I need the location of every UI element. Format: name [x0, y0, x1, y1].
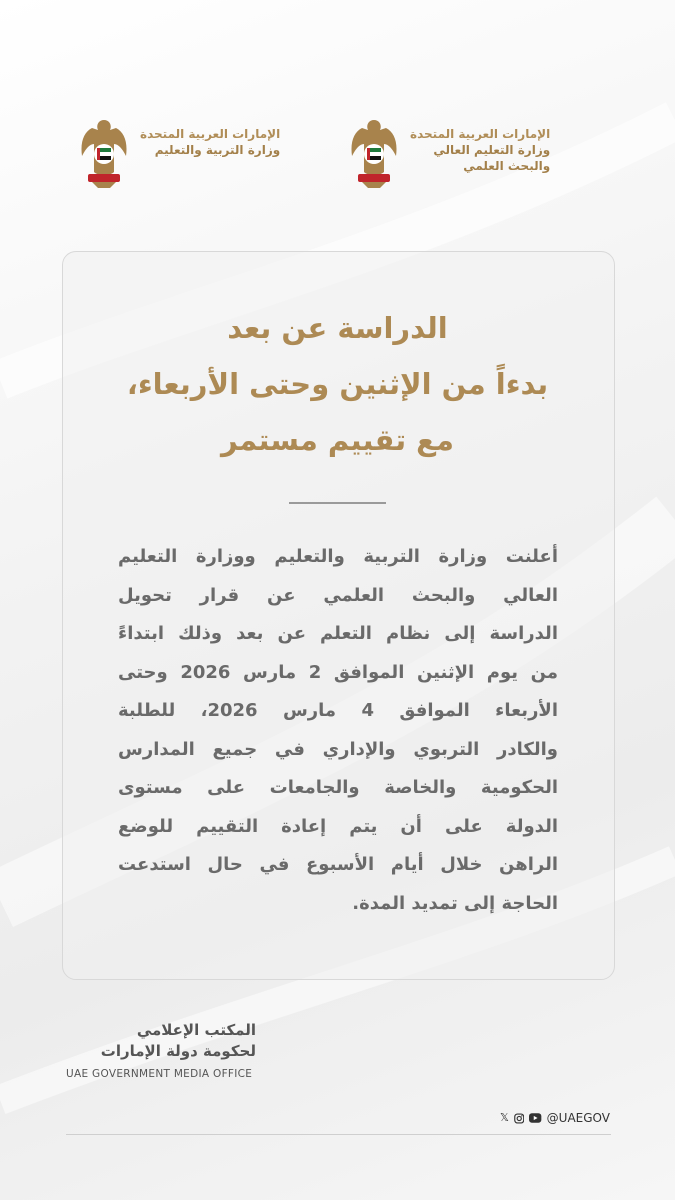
- media-office-en: UAE GOVERNMENT MEDIA OFFICE: [66, 1068, 253, 1080]
- youtube-icon[interactable]: [529, 1113, 541, 1123]
- body-line: الدراسة إلى نظام التعلم عن بعد وذلك ابتداءً: [118, 623, 558, 644]
- social-links: [500, 1109, 610, 1127]
- mohesr-logo-text: [410, 118, 550, 174]
- body-line: والكادر التربوي والإداري في جميع المدارس: [118, 738, 558, 760]
- title-line-3: مع تقييم مستمر: [221, 423, 454, 457]
- body-line: الدولة على أن يتم إعادة التقييم للوضع: [118, 815, 558, 837]
- body-line: العالي والبحث العلمي عن قرار تحويل: [118, 584, 558, 606]
- media-office-logo: [66, 1020, 256, 1080]
- uae-emblem-icon: [78, 118, 130, 190]
- body-line: الراهن خلال أيام الأسبوع في حال استدعت: [118, 854, 558, 875]
- body-line: من يوم الإثنين الموافق 2 مارس 2026 وحتى: [118, 661, 558, 683]
- moe-country-name: الإمارات العربية المتحدة: [140, 127, 281, 141]
- moe-logo-text: [140, 118, 280, 158]
- title-line-2: بدءاً من الإثنين وحتى الأربعاء،: [126, 367, 549, 401]
- announcement-title: [60, 300, 615, 468]
- mohesr-ministry-name: وزارة التعليم العالي: [433, 143, 551, 157]
- media-office-ar-line-2: لحكومة دولة الإمارات: [100, 1042, 256, 1060]
- media-office-ar-line-1: المكتب الإعلامي: [136, 1021, 256, 1039]
- moe-logo: [78, 118, 280, 198]
- body-line: الحكومية والخاصة والجامعات على مستوى: [118, 777, 558, 798]
- moe-ministry-name: وزارة التربية والتعليم: [154, 143, 281, 157]
- x-icon[interactable]: 𝕏: [500, 1111, 509, 1124]
- social-handle[interactable]: @UAEGOV: [546, 1111, 610, 1125]
- mohesr-ministry-name-2: والبحث العلمي: [463, 159, 551, 173]
- title-line-1: الدراسة عن بعد: [227, 311, 448, 345]
- footer-divider: [66, 1134, 611, 1135]
- instagram-icon[interactable]: [514, 1113, 524, 1124]
- announcement-body: [118, 538, 558, 923]
- body-line: الحاجة إلى تمديد المدة.: [352, 892, 558, 914]
- mohesr-country-name: الإمارات العربية المتحدة: [410, 127, 551, 141]
- title-divider: [289, 502, 386, 504]
- uae-emblem-icon: [348, 118, 400, 190]
- body-line: أعلنت وزارة التربية والتعليم ووزارة التعليم: [118, 546, 558, 567]
- mohesr-logo: [348, 118, 550, 198]
- body-line: الأربعاء الموافق 4 مارس 2026، للطلبة: [118, 700, 558, 721]
